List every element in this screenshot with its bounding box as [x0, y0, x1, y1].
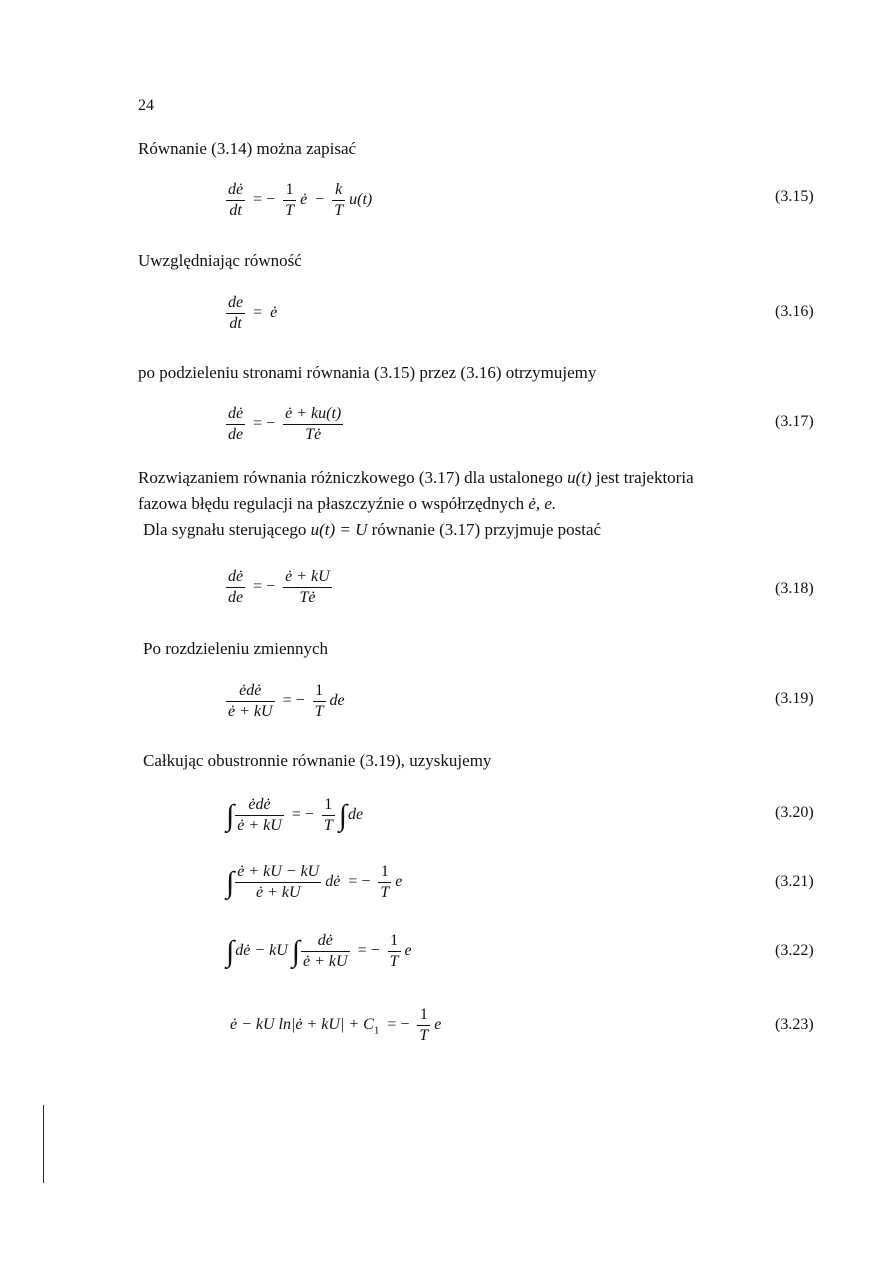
paragraph-uwzgledniajac: Uwzględniając równość — [138, 251, 302, 270]
equation-number: (3.21) — [775, 873, 814, 890]
equation-3-18: $\frac{dė}{de}$ = − $\frac{ė + kU}{Tė}$ — [228, 568, 330, 606]
fraction: $\frac{\text{ėdė}}{ė + kU}$ — [228, 682, 273, 720]
equation-3-20: ∫ $\frac{\text{ėdė}}{ė + kU}$ = − $\frac{1}{T}$ ∫de — [226, 796, 364, 834]
equation-number: (3.23) — [775, 1016, 814, 1033]
equation-3-15: $\frac{dė}{dt}$ = − $\frac{1}{T}$ ė − $\frac{k}{T}$ u(t) — [228, 181, 373, 219]
fraction: $\frac{dė}{ė + kU}$ — [303, 932, 348, 970]
equation-3-21: ∫ $\frac{ė + kU - kU}{ė + kU}$ dė = − $\frac{1}{T}$ e — [226, 863, 403, 901]
paragraph-rozwiazaniem-line1: Rozwiązaniem równania różniczkowego (3.17) dla ustalonego u(t) jest trajektoria — [138, 468, 694, 487]
paragraph-po-podzieleniu: po podzieleniu stronami równania (3.15) przez (3.16) otrzymujemy — [138, 363, 597, 382]
paragraph-calkujac: Całkując obustronnie równanie (3.19), uzyskujemy — [143, 751, 492, 770]
fraction: $\frac{1}{T}$ — [314, 682, 324, 720]
equation-3-23: ė − kU ln|ė + $kU| + C_1$ = − $\frac{1}{T}$ e — [230, 1006, 442, 1044]
fraction: $\frac{1}{T}$ — [419, 1006, 429, 1044]
page-number: 24 — [138, 97, 154, 114]
equation-number: (3.17) — [775, 413, 814, 430]
fraction: $\frac{1}{T}$ — [323, 796, 333, 834]
fraction: $\frac{ė + kU}{Tė}$ — [285, 568, 330, 606]
paragraph-rozwiazaniem-line2: fazowa błędu regulacji na płaszczyźnie o współrzędnych ė, e. — [138, 494, 557, 513]
fraction: $\frac{dė}{dt}$ — [228, 181, 244, 219]
fraction: $\frac{1}{T}$ — [285, 181, 295, 219]
fraction: $\frac{1}{T}$ — [380, 863, 390, 901]
equation-number: (3.19) — [775, 690, 814, 707]
equation-number: (3.22) — [775, 942, 814, 959]
equation-number: (3.20) — [775, 804, 814, 821]
equation-3-19: $\frac{\text{ėdė}}{ė + kU}$ = − $\frac{1}{T}$ de — [228, 682, 345, 720]
paragraph-dla-sygnalu: Dla sygnału sterującego u(t) = U równanie (3.17) przyjmuje postać — [143, 520, 602, 539]
fraction: $\frac{1}{T}$ — [389, 932, 399, 970]
fraction: $\frac{de}{dt}$ — [228, 294, 244, 332]
fraction: $\frac{k}{T}$ — [334, 181, 344, 219]
fraction: $\frac{dė}{de}$ — [228, 568, 244, 606]
paragraph-intro: Równanie (3.14) można zapisać — [138, 139, 357, 158]
equation-number: (3.16) — [775, 303, 814, 320]
equation-number: (3.15) — [775, 188, 814, 205]
fraction: $\frac{ė + ku(t)}{Tė}$ — [285, 405, 342, 443]
fraction: $\frac{dė}{de}$ — [228, 405, 244, 443]
equation-3-22: ∫dė − kU ∫ $\frac{dė}{ė + kU}$ = − $\frac{1}{T}$ e — [226, 932, 412, 970]
equation-3-16: $\frac{de}{dt}$ = ė — [228, 294, 278, 332]
equation-number: (3.18) — [775, 580, 814, 597]
equation-3-17: $\frac{dė}{de}$ = − $\frac{ė + ku(t)}{Tė}$ — [228, 405, 342, 443]
scan-margin-line — [43, 1105, 44, 1183]
fraction: $\frac{\text{ėdė}}{ė + kU}$ — [237, 796, 282, 834]
fraction: $\frac{ė + kU - kU}{ė + kU}$ — [237, 863, 320, 901]
paragraph-po-rozdzieleniu: Po rozdzieleniu zmiennych — [143, 639, 329, 658]
